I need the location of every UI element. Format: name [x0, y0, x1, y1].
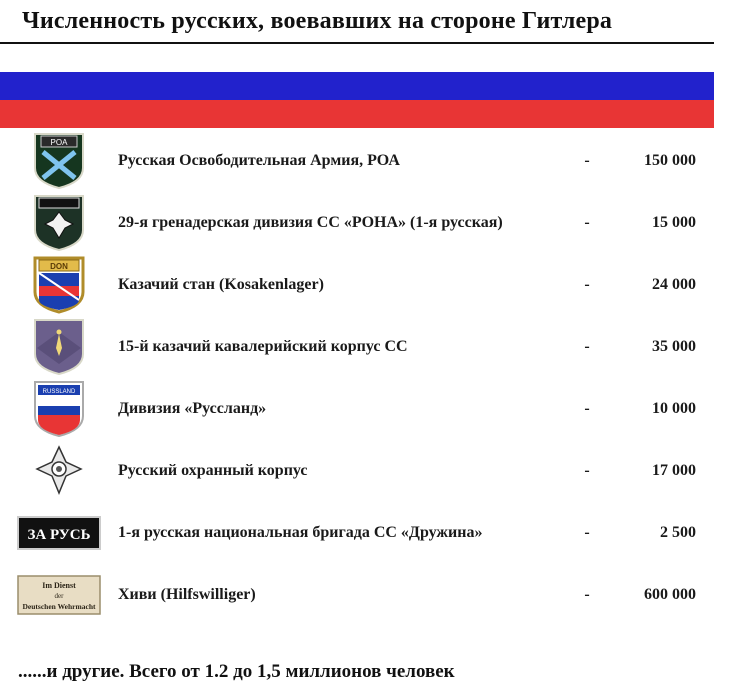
unit-label: Хиви (Hilfswilliger): [118, 586, 256, 603]
unit-count: 10 000: [652, 400, 696, 417]
row-dash: -: [584, 276, 590, 293]
page-title: Численность русских, воевавших на стороне Гитлера: [22, 7, 613, 34]
footer-note: ......и другие. Всего от 1.2 до 1,5 миллионов человек: [18, 661, 455, 682]
unit-label: 15-й казачий кавалерийский корпус СС: [118, 338, 408, 355]
svg-text:RUSSLAND: RUSSLAND: [42, 389, 76, 395]
badge-cell: [0, 502, 118, 564]
svg-text:Deutschen Wehrmacht: Deutschen Wehrmacht: [22, 602, 96, 611]
flag-stripe-red: [0, 100, 714, 128]
unit-label: Казачий стан (Kosakenlager): [118, 276, 324, 293]
badge-cell: [0, 378, 118, 440]
row-dash: -: [584, 152, 590, 169]
row-dash: -: [584, 524, 590, 541]
table-row: [0, 378, 714, 440]
unit-count: 15 000: [652, 214, 696, 231]
badge-cell: [0, 316, 118, 378]
badge-cell: [0, 564, 118, 626]
right-gutter: [714, 0, 730, 700]
unit-count: 24 000: [652, 276, 696, 293]
footer-bar: [0, 652, 714, 692]
russian-tricolor-flag: [0, 44, 714, 128]
table-row: [0, 502, 714, 564]
badge-cell: [0, 130, 118, 192]
badge-cell: [0, 440, 118, 502]
unit-label: Дивизия «Руссланд»: [118, 400, 267, 417]
row-dash: -: [584, 400, 590, 417]
roa-shield-icon: [33, 132, 85, 190]
badge-cell: [0, 192, 118, 254]
table-row: [0, 316, 714, 378]
russian-guard-corps-cross-icon: [33, 443, 85, 499]
unit-count: 150 000: [644, 152, 696, 169]
unit-label: 29-я гренадерская дивизия СС «РОНА» (1-я русская): [118, 214, 503, 231]
flag-stripe-blue: [0, 72, 714, 100]
badge-cell: [0, 254, 118, 316]
unit-count: 2 500: [660, 524, 696, 541]
table-row: [0, 564, 714, 626]
don-cossack-shield-icon: [33, 256, 85, 314]
table-row: [0, 192, 714, 254]
svg-text:POA: POA: [50, 138, 68, 147]
units-table: [0, 130, 714, 626]
hiwi-armband-icon: [17, 575, 101, 615]
flag-stripe-white: [0, 44, 714, 72]
table-row: [0, 254, 714, 316]
svg-text:Im Dienst: Im Dienst: [42, 581, 76, 590]
row-dash: -: [584, 586, 590, 603]
unit-count: 600 000: [644, 586, 696, 603]
unit-count: 35 000: [652, 338, 696, 355]
table-row: [0, 130, 714, 192]
druzhina-brigade-patch-icon: [17, 516, 101, 550]
unit-label: Русская Освободительная Армия, РОА: [118, 152, 400, 169]
svg-text:DON: DON: [50, 262, 68, 271]
russland-division-shield-icon: [33, 380, 85, 438]
unit-count: 17 000: [652, 462, 696, 479]
rona-ss-shield-icon: [33, 194, 85, 252]
svg-text:ЗА РУСЬ: ЗА РУСЬ: [27, 527, 91, 543]
row-dash: -: [584, 214, 590, 231]
row-dash: -: [584, 462, 590, 479]
table-row: [0, 440, 714, 502]
row-dash: -: [584, 338, 590, 355]
page-title-bar: [0, 0, 714, 44]
unit-label: 1-я русская национальная бригада СС «Дружина»: [118, 524, 483, 541]
svg-text:der: der: [54, 592, 64, 600]
unit-label: Русский охранный корпус: [118, 462, 308, 479]
cossack-cavalry-shield-icon: [33, 318, 85, 376]
